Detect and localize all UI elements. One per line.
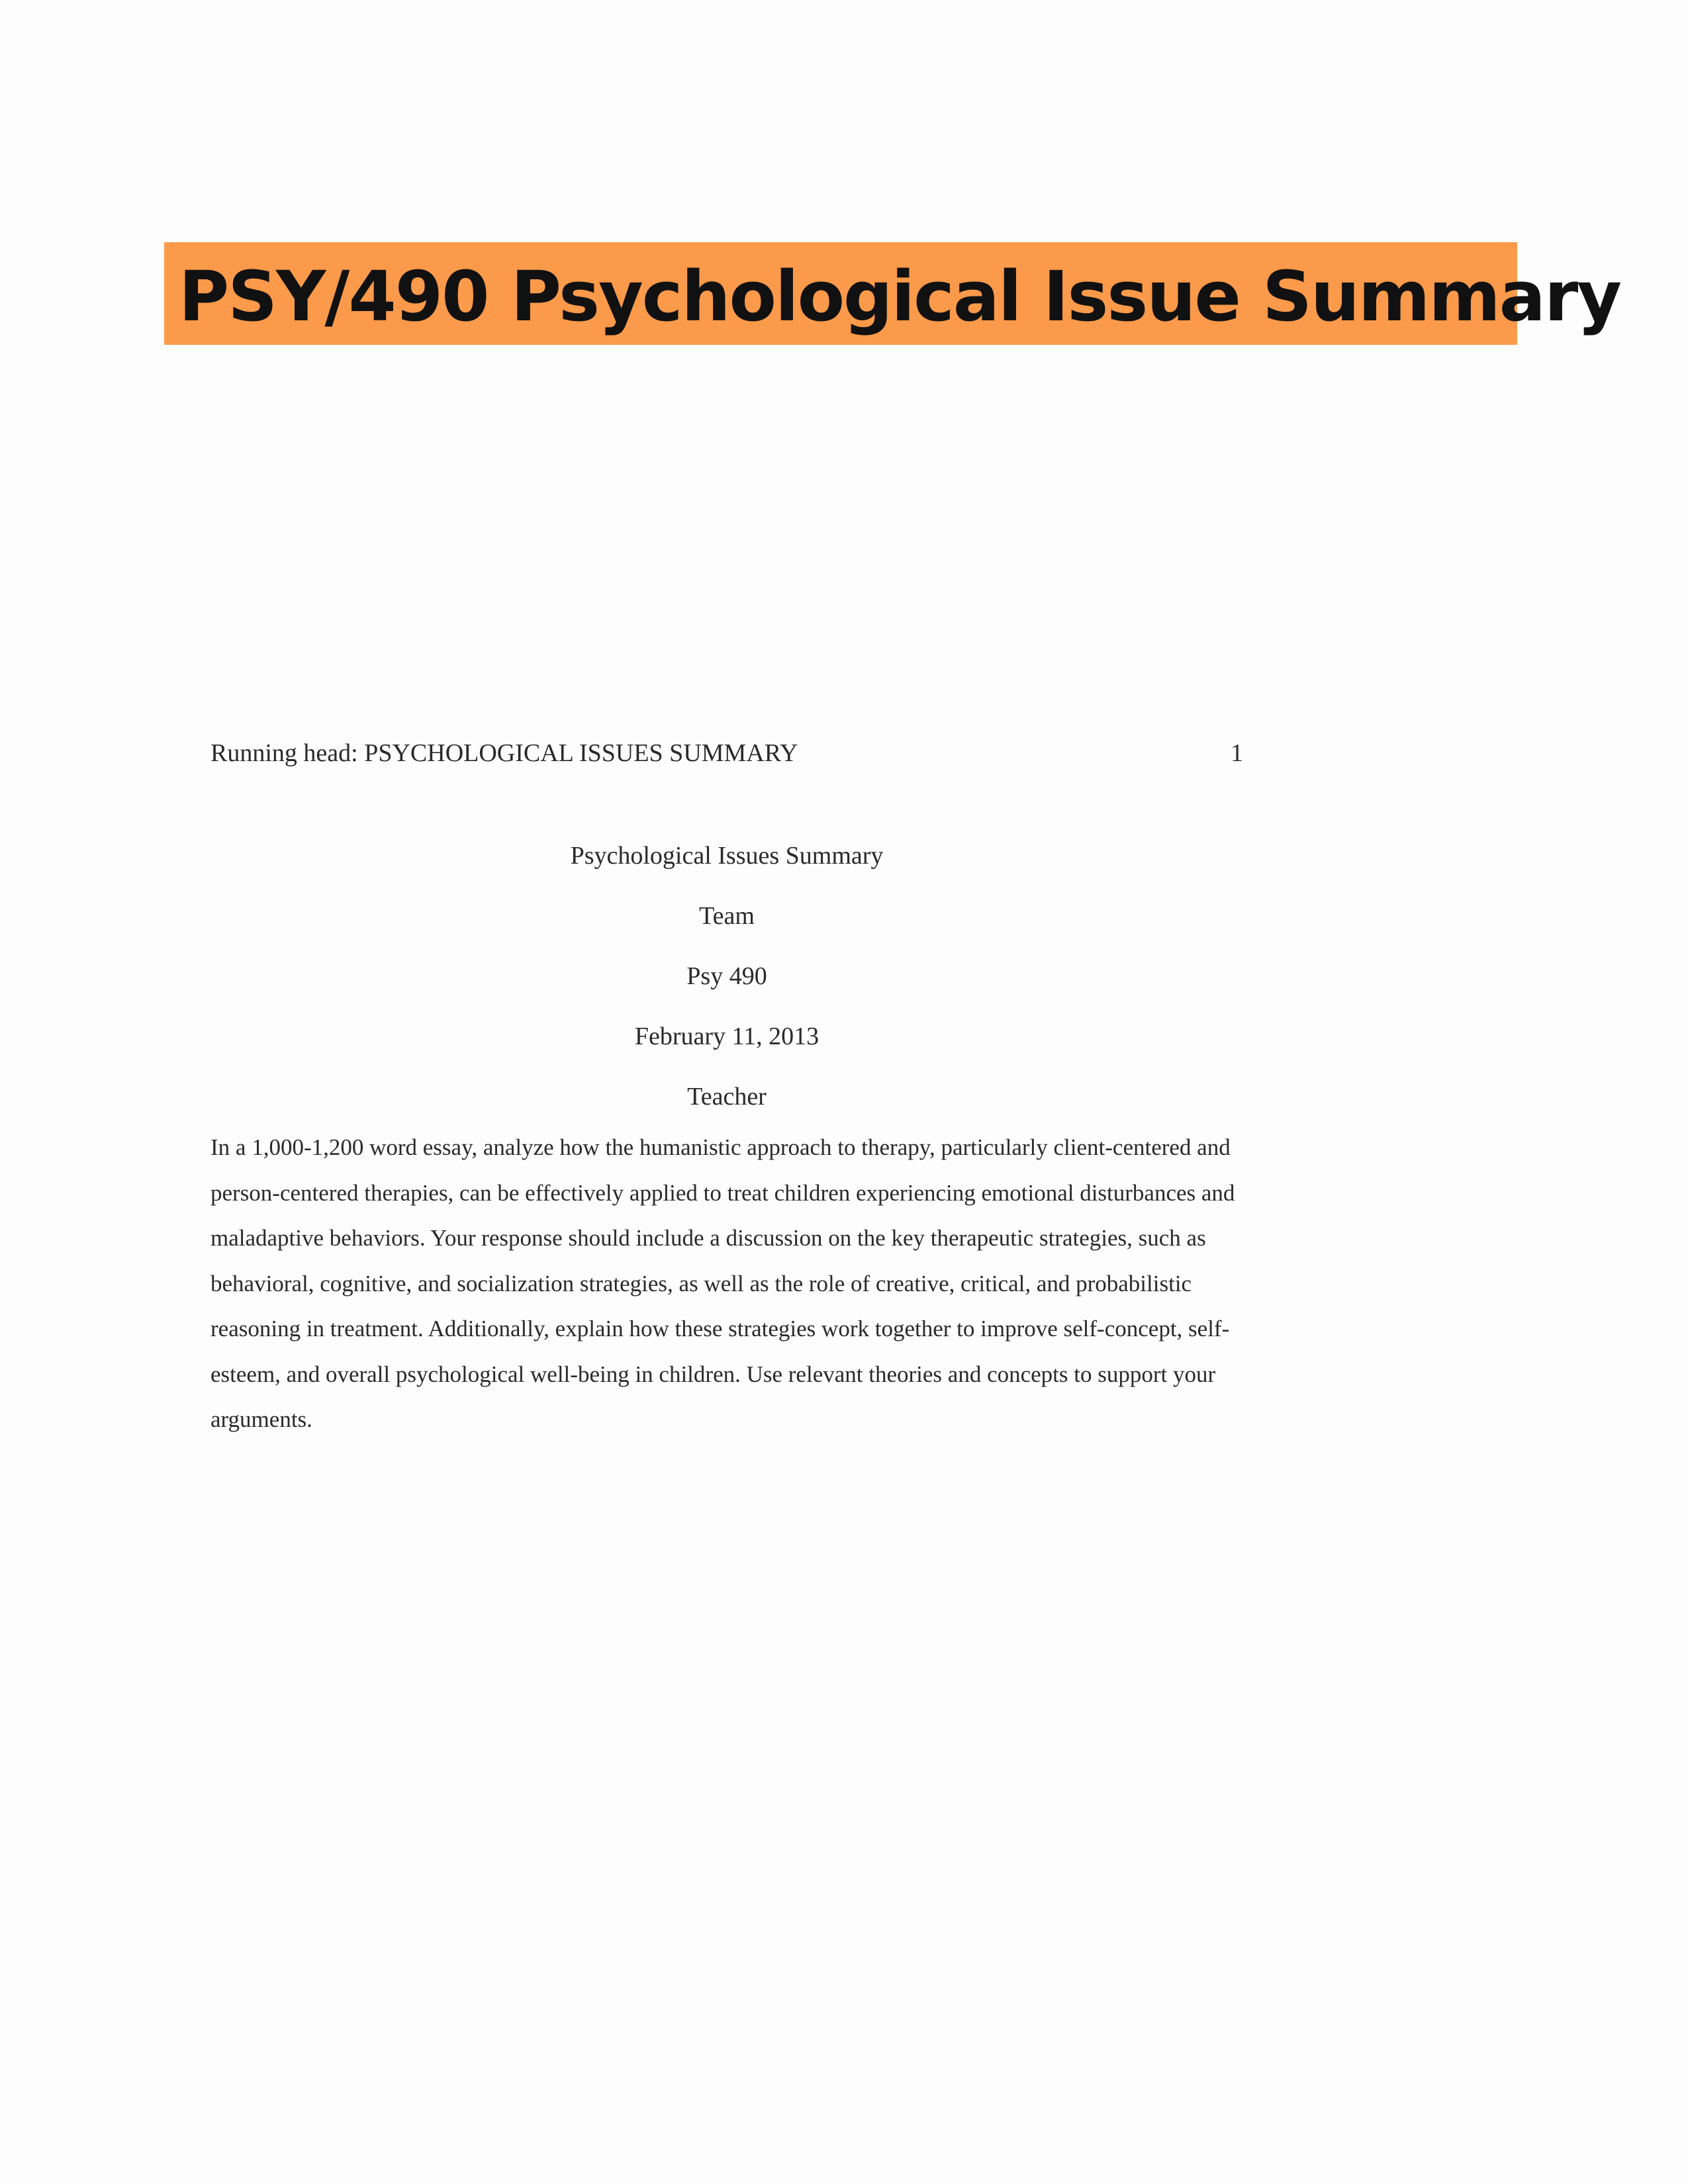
page-number: 1 [1231, 739, 1243, 767]
title-banner [164, 242, 1621, 345]
paper-title: Psychological Issues Summary [570, 842, 884, 870]
paper-date: February 11, 2013 [634, 1023, 820, 1050]
document-page [211, 728, 1243, 1496]
body-paragraph: In a 1,000-1,200 word essay, analyze how the humanistic approach to therapy, particularly client-centered and person-centered therapies, can be effectively applied to treat children experiencing emotional disturbances and maladaptive behaviors. Your response should include a discussion on the key therapeutic strategies, such as behavioral, cognitive, and socialization strategies, as well as the role of creative, critical, and probabilistic reasoning in treatment. Additionally, explain how these strategies work together to improve self-concept, self-esteem, and overall psychological well-being in children. Use relevant theories and concepts to support your arguments. [211, 1134, 1235, 1432]
paper-author: Team [699, 902, 755, 930]
paper-instructor: Teacher [687, 1083, 767, 1111]
title-block [211, 826, 1243, 1127]
paper-course: Psy 490 [686, 962, 767, 990]
banner-title: PSY/490 Psychological Issue Summary [179, 256, 1621, 337]
running-head: Running head: PSYCHOLOGICAL ISSUES SUMMARY [211, 739, 798, 767]
